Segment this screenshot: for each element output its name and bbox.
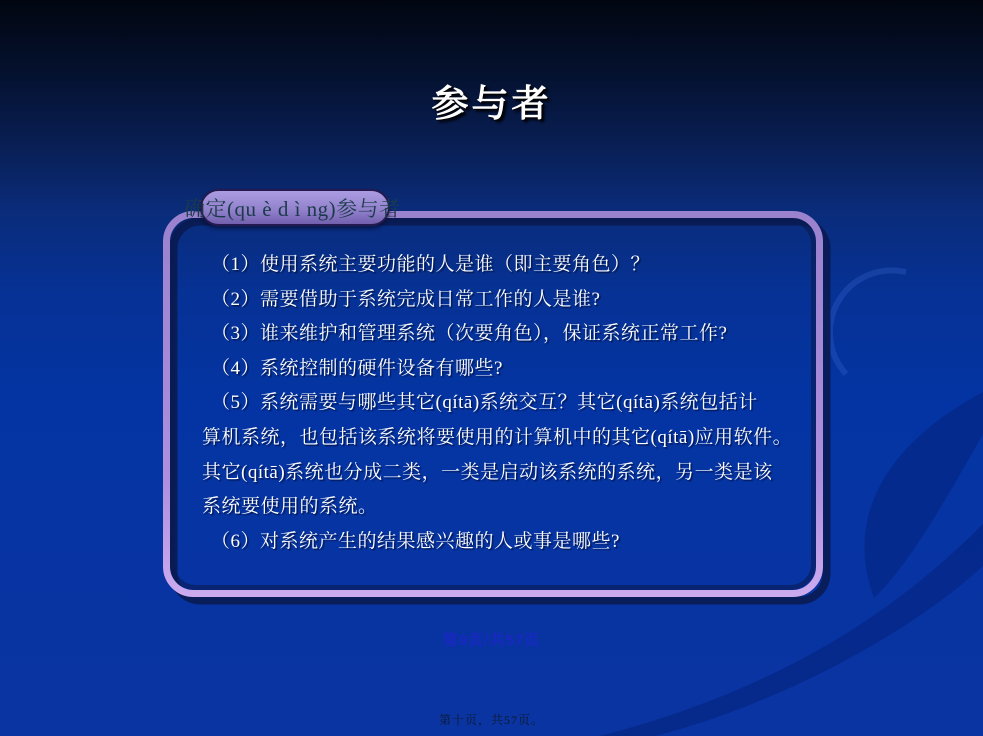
callout-tab-label: 确定(qu è d ì ng)参与者 (184, 197, 401, 221)
body-line-3: （3）谁来维护和管理系统（次要角色），保证系统正常工作? (211, 323, 728, 345)
body-line-5: （5）系统需要与哪些其它(qítā)系统交互？其它(qítā)系统包括计 (211, 392, 758, 414)
body-line-6: 算机系统，也包括该系统将要使用的计算机中的其它(qítā)应用软件。 (202, 426, 793, 448)
body-line-8: 系统要使用的系统。 (202, 496, 378, 518)
body-line-2: （2）需要借助于系统完成日常工作的人是谁? (211, 288, 601, 310)
body-line-1: （1）使用系统主要功能的人是谁（即主要角色）？ (211, 254, 651, 275)
callout-tab (184, 189, 401, 226)
swoosh-arc (830, 270, 906, 374)
footer-note: 第十页，共57页。 (438, 713, 544, 727)
body-line-4: （4）系统控制的硬件设备有哪些? (211, 357, 503, 379)
body-line-7: 其它(qítā)系统也分成二类，一类是启动该系统的系统，另一类是该 (202, 461, 773, 483)
body-line-9: （6）对系统产生的结果感兴趣的人或事是哪些? (211, 530, 620, 552)
callout-body (202, 248, 827, 559)
page-title: 参与者 (431, 84, 552, 125)
page-indicator: 第9页/共57页 (442, 632, 541, 649)
